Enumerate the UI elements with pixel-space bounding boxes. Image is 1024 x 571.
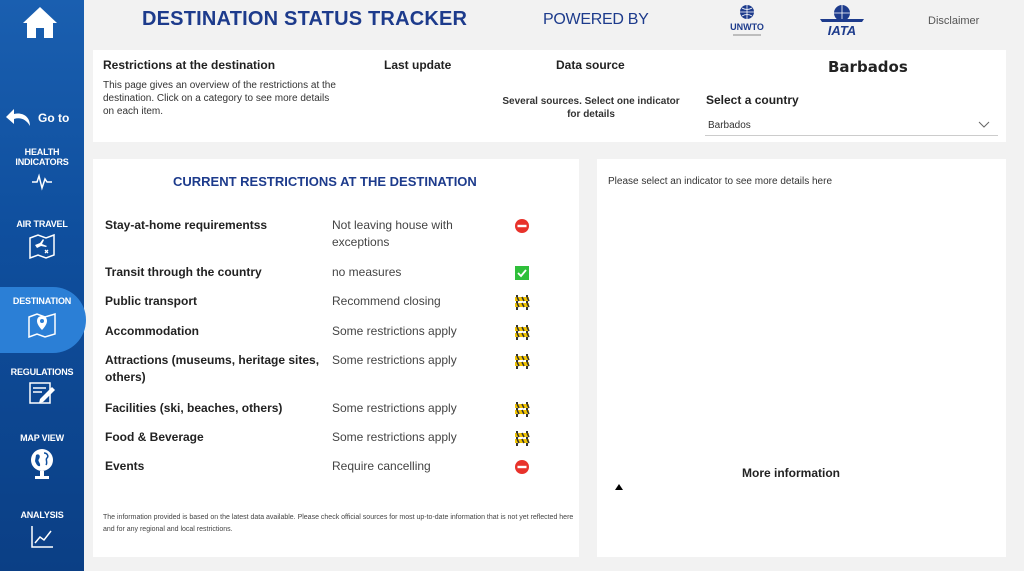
info-panel <box>93 50 1006 142</box>
barrier-icon <box>514 294 530 310</box>
sidebar-item-label: DESTINATION <box>12 296 72 306</box>
restriction-value: Recommend closing <box>332 294 441 308</box>
restriction-value: no measures <box>332 265 402 279</box>
document-edit-icon <box>28 381 56 405</box>
restriction-value: Not leaving house with exceptions <box>332 218 453 249</box>
svg-text:IATA: IATA <box>827 23 857 38</box>
line-chart-icon <box>29 524 55 550</box>
sidebar-item-label: AIR TRAVEL <box>16 219 68 229</box>
restriction-category: Transit through the country <box>105 265 262 279</box>
sidebar-item-destination[interactable] <box>0 296 84 338</box>
select-country-label: Select a country <box>706 93 799 107</box>
last-update-heading: Last update <box>384 58 452 72</box>
restriction-category: Facilities (ski, beaches, others) <box>105 401 283 415</box>
restriction-value: Require cancelling <box>332 459 431 473</box>
restriction-category: Stay-at-home requirementss <box>105 218 268 232</box>
restrictions-footnote: The information provided is based on the latest data available. Please check official sources for most up-to-date information that is not yet reflected here and for any regional and local restrictions. <box>103 514 574 533</box>
iata-logo <box>812 2 872 38</box>
unwto-logo <box>727 2 767 38</box>
checkmark-icon <box>514 265 530 281</box>
sidebar-item-label: HEALTH <box>24 147 60 157</box>
barrier-icon <box>514 353 530 369</box>
map-pin-icon <box>27 310 57 338</box>
sidebar-nav <box>0 0 84 571</box>
restriction-category: Accommodation <box>105 324 200 338</box>
data-source-text: Several sources. Select one indicator for details <box>502 96 680 120</box>
powered-by-label: POWERED BY <box>543 11 649 28</box>
sidebar-item-label: ANALYSIS <box>20 510 64 520</box>
restriction-value: Some restrictions apply <box>332 430 457 444</box>
barrier-icon <box>514 430 530 446</box>
restrictions-description: This page gives an overview of the restrictions at the destination. Click on a category to see more details on each item. <box>103 80 336 117</box>
selected-country-title: Barbados <box>828 58 908 76</box>
restriction-value: Some restrictions apply <box>332 401 457 415</box>
details-placeholder: Please select an indicator to see more details here <box>608 176 833 187</box>
sidebar-item-health-indicators[interactable] <box>0 147 84 191</box>
goto-label: Go to <box>38 111 70 125</box>
map-plane-icon <box>28 233 56 259</box>
restrictions-heading: Restrictions at the destination <box>103 58 276 72</box>
sidebar-item-regulations[interactable] <box>0 367 84 405</box>
svg-text:UNWTO: UNWTO <box>730 22 764 32</box>
triangle-up-icon[interactable] <box>615 484 623 490</box>
data-source-heading: Data source <box>556 58 625 72</box>
restrictions-panel <box>93 159 579 557</box>
restriction-category: Events <box>105 459 145 473</box>
globe-icon <box>29 447 55 481</box>
restriction-category: Public transport <box>105 294 198 308</box>
restrictions-panel-title: CURRENT RESTRICTIONS AT THE DESTINATION <box>173 174 477 189</box>
page-title: DESTINATION STATUS TRACKER <box>142 8 468 30</box>
restriction-category: Attractions (museums, heritage sites, others) <box>105 353 320 384</box>
restriction-value: Some restrictions apply <box>332 353 457 367</box>
sidebar-item-label: INDICATORS <box>15 157 69 167</box>
chevron-down-icon <box>978 119 990 129</box>
home-icon[interactable] <box>20 4 60 40</box>
sidebar-item-label: MAP VIEW <box>20 433 64 443</box>
barrier-icon <box>514 401 530 417</box>
stop-sign-icon <box>514 218 530 234</box>
disclaimer-link[interactable]: Disclaimer <box>928 15 980 27</box>
sidebar-item-air-travel[interactable] <box>0 219 84 259</box>
stop-sign-icon <box>514 459 530 475</box>
heartbeat-icon <box>31 171 53 191</box>
barrier-icon <box>514 324 530 340</box>
sidebar-item-analysis[interactable] <box>0 510 84 550</box>
sidebar-item-map-view[interactable] <box>0 433 84 481</box>
restriction-value: Some restrictions apply <box>332 324 457 338</box>
sidebar-item-label: REGULATIONS <box>10 367 74 377</box>
goto-back-button[interactable] <box>4 104 82 132</box>
country-select[interactable] <box>705 116 998 136</box>
country-select-value: Barbados <box>708 120 751 131</box>
more-information-button[interactable]: More information <box>742 466 840 480</box>
details-panel <box>597 159 1006 557</box>
restriction-category: Food & Beverage <box>105 430 204 444</box>
curved-arrow-icon <box>4 106 34 130</box>
